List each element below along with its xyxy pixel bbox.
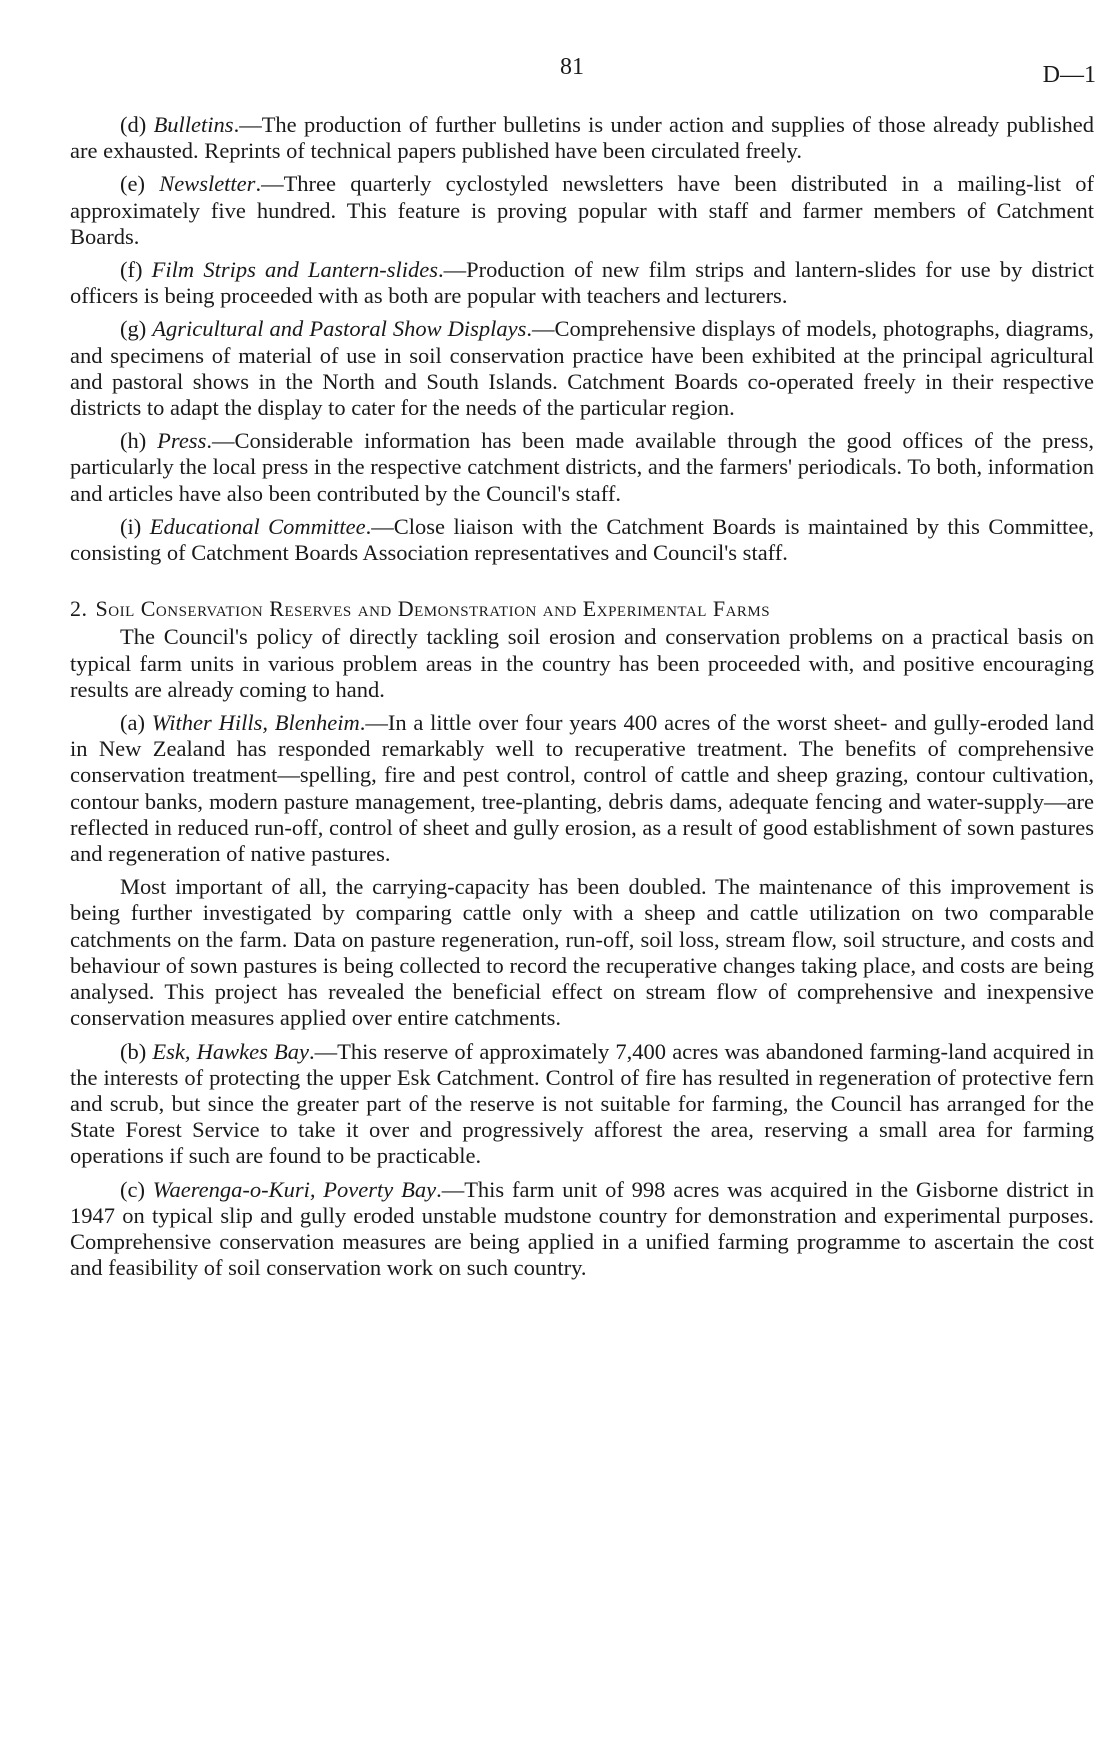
section-title: Soil Conservation Reserves and Demonstration and Experimental Farms	[95, 596, 771, 622]
item-title: Press	[157, 428, 207, 454]
item-text: Production of new film strips and lantern-slides for use by district officers is being proceeded with as both are popular with teachers and lecturers.	[70, 257, 1095, 309]
item-text: The production of further bulletins is under action and supplies of those already published are exhausted. Reprints of technical papers published have been circulated freely.	[70, 112, 1094, 164]
paragraph-carrying-capacity: Most important of all, the carrying-capacity has been doubled. The maintenance of this improvement is being further investigated by comparing cattle only with a sheep and cattle utilization on two comparable catchments on the farm. Data on pasture regeneration, run-off, soil loss, stream flow, soil structure, and costs and behaviour of sown pastures is being collected to record the recuperative changes taking place, and costs are being analysed. This project has revealed the beneficial effect on stream flow of comprehensive and inexpensive conservation measures applied over entire catchments.	[70, 874, 1094, 1031]
item-text: Three quarterly cyclostyled newsletters have been distributed in a mailing-list of approximately five hundred. This feature is proving popular with staff and farmer members of Catchment Boards.	[70, 171, 1094, 249]
item-press: (h) Press.—Considerable information has been made available through the good offices of the press, particularly the local press in the respective catchment districts, and the farmers' periodicals. To both, information and articles have also been contributed by the Council's staff.	[70, 428, 1094, 506]
item-wither-hills: (a) Wither Hills, Blenheim.—In a little over four years 400 acres of the worst sheet- and gully-eroded land in New Zealand has responded remarkably well to recuperative treatment. The benefits of comprehensive conservation treatment—spelling, fire and pest control, control of cattle and sheep grazing, contour cultivation, contour banks, modern pasture management, tree-planting, debris dams, adequate fencing and water-supply—are reflected in reduced run-off, control of sheet and gully erosion, as a result of good establishment of sown pastures and regeneration of native pastures.	[70, 710, 1094, 867]
item-title: Newsletter	[159, 171, 256, 197]
item-label: (a)	[120, 710, 145, 736]
item-text: In a little over four years 400 acres of the worst sheet- and gully-eroded land in New Zealand has responded remarkably well to recuperative treatment. The benefits of comprehensive conservation treatment—spelling, fire and pest control, control of cattle and sheep grazing, contour cultivation, contour banks, modern pasture management, tree-planting, debris dams, adequate fencing and water-supply—are reflected in reduced run-off, control of sheet and gully erosion, as a result of good establishment of sown pastures and regeneration of native pastures.	[70, 710, 1094, 867]
item-label: (h)	[120, 428, 147, 454]
body-text	[70, 112, 1094, 1288]
page-number: 81	[560, 54, 584, 80]
item-esk: (b) Esk, Hawkes Bay.—This reserve of approximately 7,400 acres was abandoned farming-land acquired in the interests of protecting the upper Esk Catchment. Control of fire has resulted in regeneration of protective fern and scrub, but since the greater part of the reserve is not suitable for farming, the Council has arranged for the State Forest Service to take it over and progressively afforest the area, reserving a small area for farming operations if such are found to be practicable.	[70, 1038, 1095, 1169]
section-intro: The Council's policy of directly tackling soil erosion and conservation problems on a practical basis on typical farm units in various problem areas in the country has been proceeded with, and positive encouraging results are already coming to hand.	[70, 624, 1094, 702]
item-text: This reserve of approximately 7,400 acres was abandoned farming-land acquired in the interests of protecting the upper Esk Catchment. Control of fire has resulted in regeneration of protective fern and scrub, but since the greater part of the reserve is not suitable for farming, the Council has arranged for the State Forest Service to take it over and progressively afforest the area, reserving a small area for farming operations if such are found to be practicable.	[70, 1038, 1095, 1169]
item-text: Close liaison with the Catchment Boards is maintained by this Committee, consisting of Catchment Boards Association representatives and Council's staff.	[70, 513, 1094, 566]
item-title: Film Strips and Lantern-slides	[151, 257, 438, 283]
item-film-strips: (f) Film Strips and Lantern-slides.—Production of new film strips and lantern-slides for use by district officers is being proceeded with as both are popular with teachers and lecturers.	[70, 257, 1095, 309]
item-label: (e)	[120, 171, 145, 197]
section-heading	[70, 596, 1094, 622]
item-text: Considerable information has been made available through the good offices of the press, particularly the local press in the respective catchment districts, and the farmers' periodicals. To both, information and articles have also been contributed by the Council's staff.	[70, 428, 1094, 506]
item-title: Educational Committee	[149, 513, 366, 539]
item-title: Bulletins	[153, 112, 234, 137]
item-label: (i)	[120, 513, 142, 539]
item-label: (f)	[120, 257, 143, 283]
document-reference: D—1	[1042, 62, 1096, 88]
item-title: Waerenga-o-Kuri, Poverty Bay	[152, 1176, 437, 1202]
item-newsletter: (e) Newsletter.—Three quarterly cyclostyled newsletters have been distributed in a mailing-list of approximately five hundred. This feature is proving popular with staff and farmer members of Catchment Boards.	[70, 171, 1094, 249]
item-label: (g)	[120, 316, 147, 342]
item-title: Agricultural and Pastoral Show Displays	[152, 316, 527, 342]
item-title: Esk, Hawkes Bay	[152, 1038, 310, 1064]
item-label: (b)	[120, 1038, 147, 1064]
item-show-displays: (g) Agricultural and Pastoral Show Displays.—Comprehensive displays of models, photographs, diagrams, and specimens of material of use in soil conservation practice have been exhibited at the principal agricultural and pastoral shows in the North and South Islands. Catchment Boards co-operated freely in their respective districts to adapt the display to cater for the needs of the particular region.	[70, 316, 1094, 421]
section-number: 2.	[70, 596, 88, 622]
item-waerenga-o-kuri: (c) Waerenga-o-Kuri, Poverty Bay.—This farm unit of 998 acres was acquired in the Gisborne district in 1947 on typical slip and gully eroded unstable mudstone country for demonstration and experimental purposes. Comprehensive conservation measures are being applied in a unified farming programme to ascertain the cost and feasibility of soil conservation work on such country.	[70, 1176, 1095, 1281]
item-bulletins: (d) Bulletins.—The production of further bulletins is under action and supplies of those already published are exhausted. Reprints of technical papers published have been circulated freely.	[70, 112, 1094, 164]
item-label: (d)	[120, 112, 147, 137]
item-title: Wither Hills, Blenheim	[151, 710, 360, 736]
item-label: (c)	[120, 1176, 145, 1202]
item-text: This farm unit of 998 acres was acquired in the Gisborne district in 1947 on typical slip and gully eroded unstable mudstone country for demonstration and experimental purposes. Comprehensive conservation measures are being applied in a unified farming programme to ascertain the cost and feasibility of soil conservation work on such country.	[70, 1176, 1095, 1281]
item-educational-committee: (i) Educational Committee.—Close liaison with the Catchment Boards is maintained by this Committee, consisting of Catchment Boards Association representatives and Council's staff.	[70, 513, 1094, 566]
item-text: Comprehensive displays of models, photographs, diagrams, and specimens of material of use in soil conservation practice have been exhibited at the principal agricultural and pastoral shows in the North and South Islands. Catchment Boards co-operated freely in their respective districts to adapt the display to cater for the needs of the particular region.	[70, 316, 1094, 421]
